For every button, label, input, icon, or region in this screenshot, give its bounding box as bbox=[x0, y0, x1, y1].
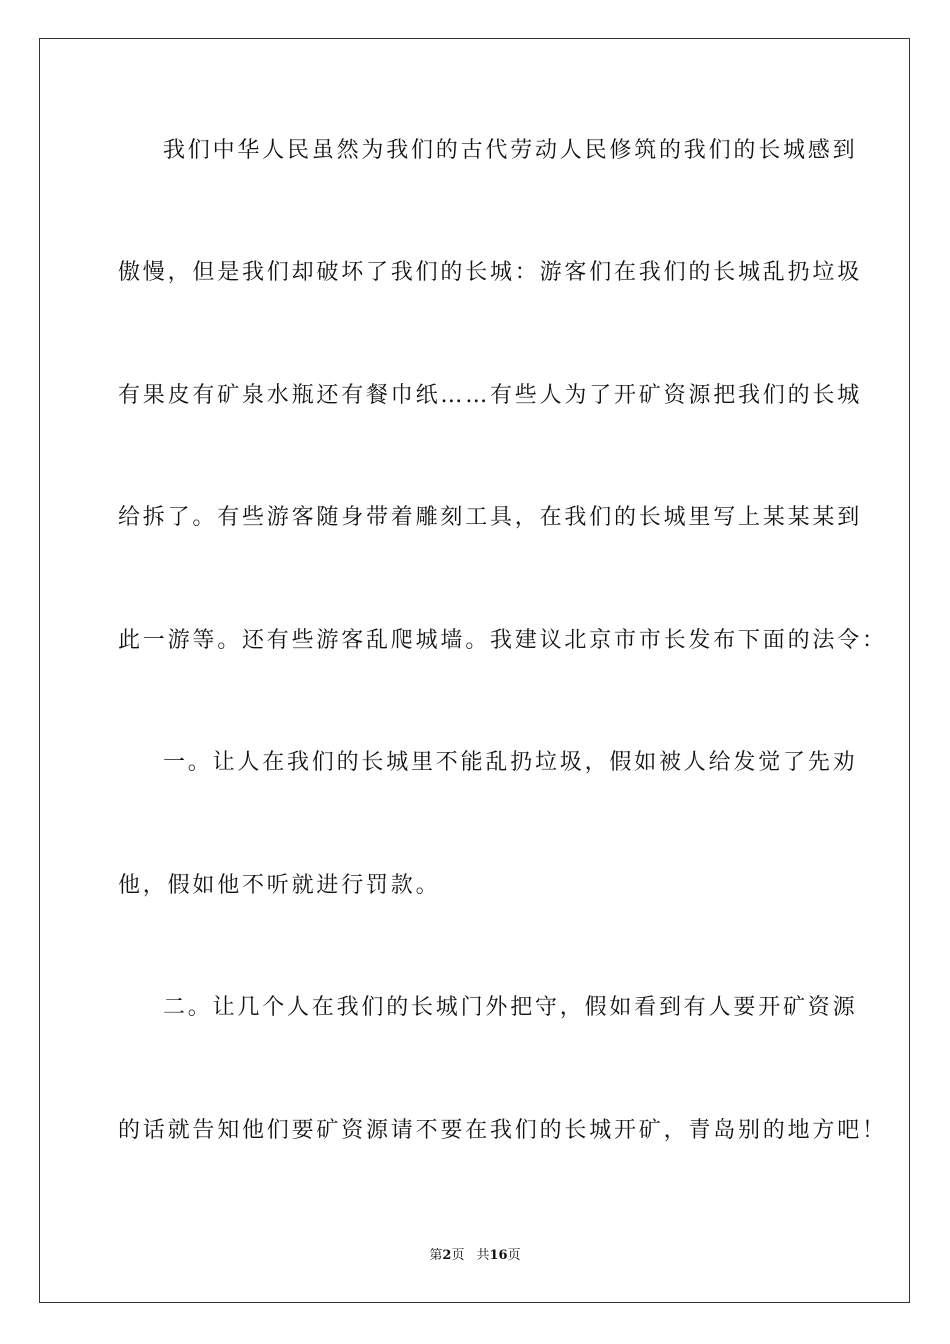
footer-page-number: 2 bbox=[442, 1248, 452, 1263]
footer-total-prefix: 共 bbox=[476, 1248, 490, 1263]
footer-page-prefix: 第 bbox=[429, 1248, 443, 1263]
footer-page-suffix: 页 bbox=[451, 1248, 465, 1263]
paragraph-line-4: 给拆了。有些游客随身带着雕刻工具，在我们的长城里写上某某某到 bbox=[118, 505, 863, 530]
paragraph-line-2: 傲慢，但是我们却破坏了我们的长城：游客们在我们的长城乱扔垃圾 bbox=[118, 260, 863, 285]
paragraph-line-9: 的话就告知他们要矿资源请不要在我们的长城开矿，青岛别的地方吧！ bbox=[118, 1118, 887, 1143]
page-footer bbox=[0, 1247, 950, 1265]
page-border bbox=[39, 38, 910, 1303]
paragraph-line-5: 此一游等。还有些游客乱爬城墙。我建议北京市市长发布下面的法令： bbox=[118, 628, 887, 653]
footer-total-suffix: 页 bbox=[507, 1248, 521, 1263]
paragraph-line-8: 二。让几个人在我们的长城门外把守，假如看到有人要开矿资源 bbox=[163, 995, 858, 1020]
paragraph-line-1: 我们中华人民虽然为我们的古代劳动人民修筑的我们的长城感到 bbox=[163, 138, 858, 163]
paragraph-line-6: 一。让人在我们的长城里不能乱扔垃圾，假如被人给发觉了先劝 bbox=[163, 750, 858, 775]
footer-total-pages: 16 bbox=[489, 1248, 508, 1263]
paragraph-line-7: 他，假如他不听就进行罚款。 bbox=[118, 873, 441, 898]
paragraph-line-3: 有果皮有矿泉水瓶还有餐巾纸……有些人为了开矿资源把我们的长城 bbox=[118, 383, 863, 408]
